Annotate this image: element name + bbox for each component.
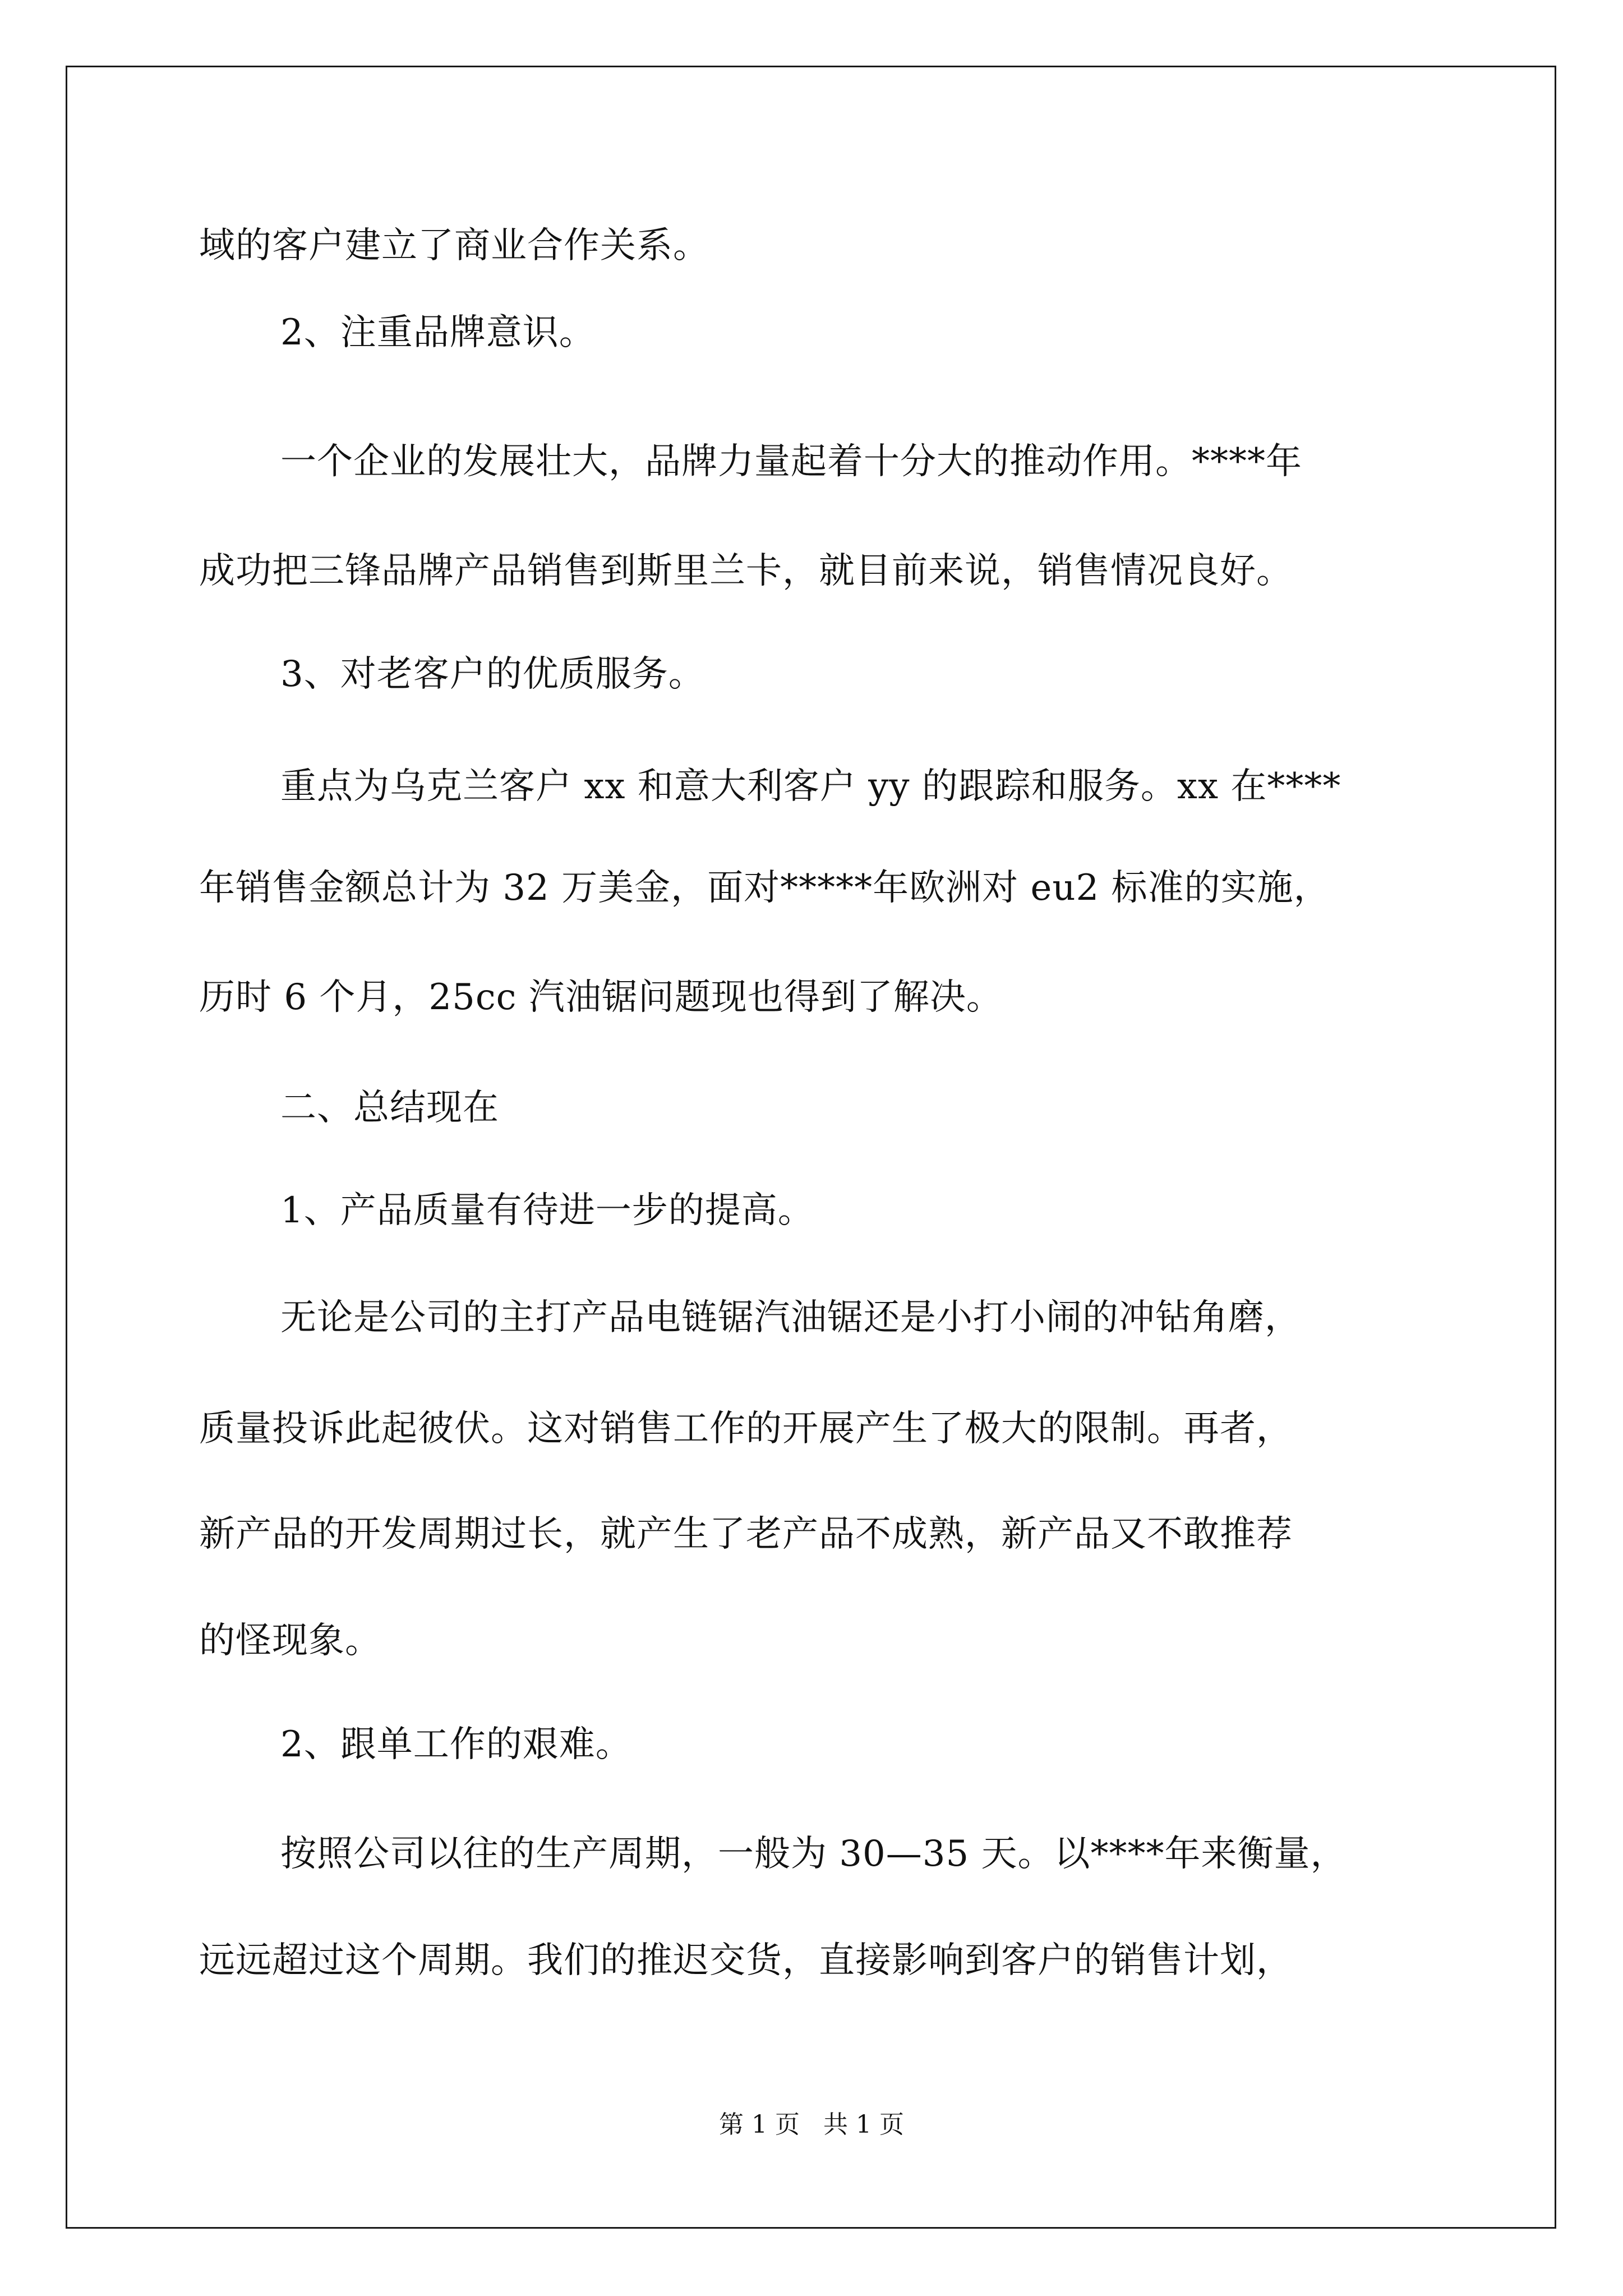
page-border <box>66 66 1556 2229</box>
text-line-2: 2、注重品牌意识。 <box>280 312 596 353</box>
text-line-14: 的怪现象。 <box>199 1620 381 1662</box>
text-line-1: 域的客户建立了商业合作关系。 <box>199 225 709 266</box>
page-number: 第 1 页 <box>719 2110 800 2139</box>
text-line-12: 质量投诉此起彼伏。这对销售工作的开展产生了极大的限制。再者， <box>199 1408 1293 1450</box>
text-line-11: 无论是公司的主打产品电链锯汽油锯还是小打小闹的冲钻角磨， <box>280 1297 1301 1338</box>
text-line-15: 2、跟单工作的艰难。 <box>280 1724 632 1765</box>
text-line-17: 远远超过这个周期。我们的推迟交货，直接影响到客户的销售计划， <box>199 1940 1293 1981</box>
text-line-7: 年销售金额总计为 32 万美金，面对*****年欧洲对 eu2 标准的实施， <box>199 867 1330 909</box>
text-line-9: 二、总结现在 <box>280 1087 499 1129</box>
text-line-3: 一个企业的发展壮大，品牌力量起着十分大的推动作用。****年 <box>280 441 1302 482</box>
text-line-16: 按照公司以往的生产周期，一般为 30—35 天。以****年来衡量， <box>280 1833 1347 1875</box>
text-line-6: 重点为乌克兰客户 xx 和意大利客户 yy 的跟踪和服务。xx 在**** <box>280 766 1341 807</box>
page-footer <box>0 2109 1623 2141</box>
text-line-10: 1、产品质量有待进一步的提高。 <box>280 1190 814 1231</box>
text-line-8: 历时 6 个月，25cc 汽油锯问题现也得到了解决。 <box>199 977 1003 1018</box>
text-line-5: 3、对老客户的优质服务。 <box>280 654 705 695</box>
text-line-4: 成功把三锋品牌产品销售到斯里兰卡，就目前来说，销售情况良好。 <box>199 550 1293 592</box>
text-line-13: 新产品的开发周期过长，就产生了老产品不成熟，新产品又不敢推荐 <box>199 1513 1293 1555</box>
page-total: 共 1 页 <box>823 2110 904 2139</box>
